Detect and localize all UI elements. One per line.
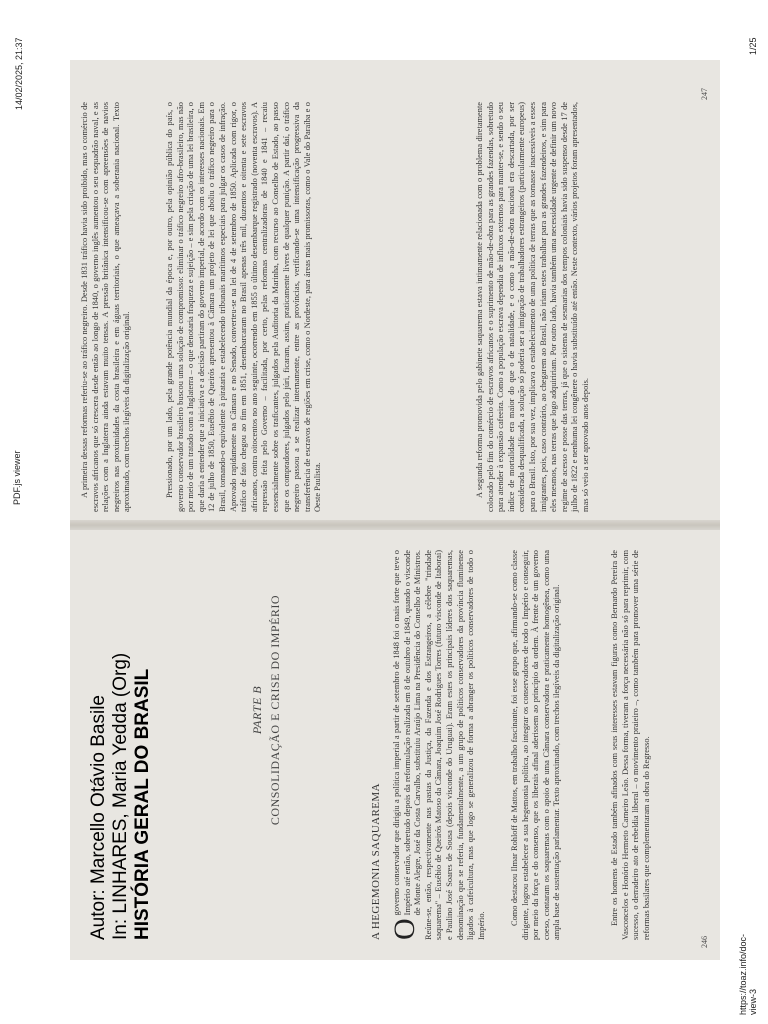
paragraph-r2: Pressionado, por um lado, pela grande potência mundial da época e, por outro, pela opinião pública do país, o governo conservador brasileiro buscou uma solução de compromisso: eliminar o tráfico negreiro afro-brasileiro, mas não por meio de um tratado com a Inglaterra – o que denotaria fraqueza e sujeição – e sim pela criação de uma lei brasileira, o que daria a entender que a iniciativa e a decisão partiram do governo imperial, de acordo com os interesses nacionais. Em 12 de julho de 1850, Eusébio de Queirós apresentou à Câmara um projeto de lei que aboliu o tráfico negreiro para o Brasil, tornando-o equivalente à pirataria e estabelecendo tribunais marítimos especiais para julgar os casos de infração. Aprovado rapidamente na Câmara e no Senado, converteu-se na lei de 4 de setembro de 1850. Aplicada com rigor, o tráfico de fato chegou ao fim em 1851, desembarcaram no Brasil apenas três mil, duzentos e oitenta e sete escravos africanos, contra oitocentos no ano seguinte, ocorrendo em 1855 o último desembarque registrado (noventa escravos). A repressão feita pelo Governo – facilitada, por certo, pelas reformas centralizadoras de 1840 e 1841 – recaiu essencialmente sobre os traficantes, julgados pela Auditoria da Marinha, com recurso ao Conselho de Estado, ao passo que os compradores, julgados pelo júri, ficaram, assim, praticamente livres de qualquer punição. A partir daí, o tráfico negreiro passou a se realizar internamente, entre as províncias, verificando-se uma intensificação progressiva da transferência de escravos de regiões em crise, como o Nordeste, para áreas mais promissoras, como o Vale do Paraíba e o Oeste Paulista. bbox=[165, 102, 323, 512]
editor-line: In: LINHARES, Maria Yedda (Org) bbox=[110, 652, 131, 940]
paragraph-r1: A primeira dessas reformas referiu-se ao tráfico negreiro. Desde 1831 tráfico havia sido proibido, mas o comércio de escravos africanos que só crescera desde então ao longo de 1840, o governo inglês aumentou o seu esquadrão naval, e as relações com a Inglaterra ainda estavam muito tensas. A pressão britânica intensificou-se com apreensões de navios negreiros nas proximidades da costa brasileira e em águas territoriais, o que ameaçava a soberania nacional. Texto aproximado, com trechos ilegíveis da digitalização original. bbox=[80, 102, 132, 512]
page-url: https://toaz.info/doc-view-3 bbox=[738, 933, 758, 1015]
paragraph-r3: A segunda reforma promovida pelo gabinete saquarema estava intimamente relacionada com o problema diretamente colocado pelo fim do comércio de escravos africanos e o suprimento de mão-de-obra para as grandes fazendas, sobretudo para atender à expansão cafeeira. Como a população escrava dependia de influxos externos para manter-se, e sendo o seu índice de mortalidade era maior do que o de natalidade, e o como a mão-de-obra nacional era descartada, por ser considerada desqualificada, a solução só poderia ser a imigração de trabalhadores estrangeiros (particularmente europeus) para o Brasil. Isto, por sua vez, implicava o estabelecimento de uma política de terras que as tornasse inacessíveis a esses imigrantes, pois, caso contrário, ao chegarem ao Brasil, não iriam estes trabalhar para as grandes fazendeiros, e sim para eles mesmos, nas terras que logo adquiririam. Por outro lado, havia também uma necessidade urgente de definir um novo regime de acesso e posse das terras, já que o sistema de sesmarias dos tempos coloniais havia sido suspenso desde 17 de julho de 1822 e nenhuma lei congênere o havia substituído até então. Neste contexto, vários projetos foram apresentados, mas só veio a ser aprovado anos depois. bbox=[475, 102, 590, 512]
right-page bbox=[70, 80, 720, 520]
left-page bbox=[70, 530, 720, 960]
paragraph-2: Como destacou Ilmar Rohloff de Mattos, em trabalho fascinante, foi esse grupo que, afirmando-se como classe dirigente, logrou estabelecer a sua hegemonia política, ao integrar os conservadores de todo o Império e conseguir, por meio da força e do consenso, que os liberais afinal aderissem ao princípio da ordem. À frente de um governo coeso, contaram os saquaremas com o apoio de uma Câmara conservadora e praticamente homogênea, como uma ampla base de sustentação parlamentar. Texto aproximado, com trechos ilegíveis da digitalização original. bbox=[510, 550, 562, 940]
author-line: Autor: Marcello Otávio Basile bbox=[88, 695, 109, 940]
viewer-title: PDF.js viewer bbox=[12, 450, 22, 505]
page-number-right: 247 bbox=[700, 88, 709, 100]
paragraph-1-text: governo conservador que dirigiu a política imperial a partir de setembro de 1848 foi o mais forte que teve o Império até então, sobretudo depois da reformulação realizada em 8 de outubro de 1849, quando o visconde de Monte Alegre, José da Costa Carvalho, substituiu Araújo Lima na Presidência do Conselho de Ministros. Reúne-se, então, respectivamente nas pastas da Justiça, da Fazenda e dos Estrangeiros, a célebre "trindade saquarema" – Eusébio de Queirós Matoso da Câmara, Joaquim José Rodrigues Torres (futuro visconde de Itaboraí) e Paulino José Soares de Sousa (depois visconde do Uruguai). Eram estes os principais líderes dos saquaremas, denominação que se referia, fundamentalmente, a um grupo de políticos conservadores da província fluminense ligados à cafeicultura, mas que logo se generalizou de forma a abranger os políticos conservadores de todo o Império. bbox=[392, 550, 486, 940]
page-indicator: 1/25 bbox=[748, 37, 758, 55]
section-title: A HEGEMONIA SAQUAREMA bbox=[370, 783, 382, 940]
page-number-left: 246 bbox=[700, 936, 709, 948]
book-spread bbox=[70, 60, 720, 960]
scanned-spread bbox=[70, 60, 720, 960]
part-title: CONSOLIDAÇÃO E CRISE DO IMPÉRIO bbox=[268, 594, 282, 826]
book-gutter bbox=[70, 520, 720, 530]
drop-cap: O bbox=[388, 918, 421, 940]
print-timestamp: 14/02/2025, 21:37 bbox=[14, 37, 24, 110]
paragraph-1 bbox=[388, 550, 487, 940]
paragraph-3: Entre os homens de Estado também afinados com seus interesses estavam figuras como Bernardo Pereira de Vasconcelos e Honório Hermeto Carneiro Leão. Dessa forma, tiveram a força necessária não só para reprimir, com sucesso, o derradeiro ato de rebeldia liberal – o movimento praieiro –, como também para promover uma série de reformas basilares que complementaram a obra do Regresso. bbox=[610, 550, 651, 940]
part-label: PARTE B bbox=[250, 685, 264, 735]
book-title: HISTÓRIA GERAL DO BRASIL bbox=[132, 668, 153, 940]
